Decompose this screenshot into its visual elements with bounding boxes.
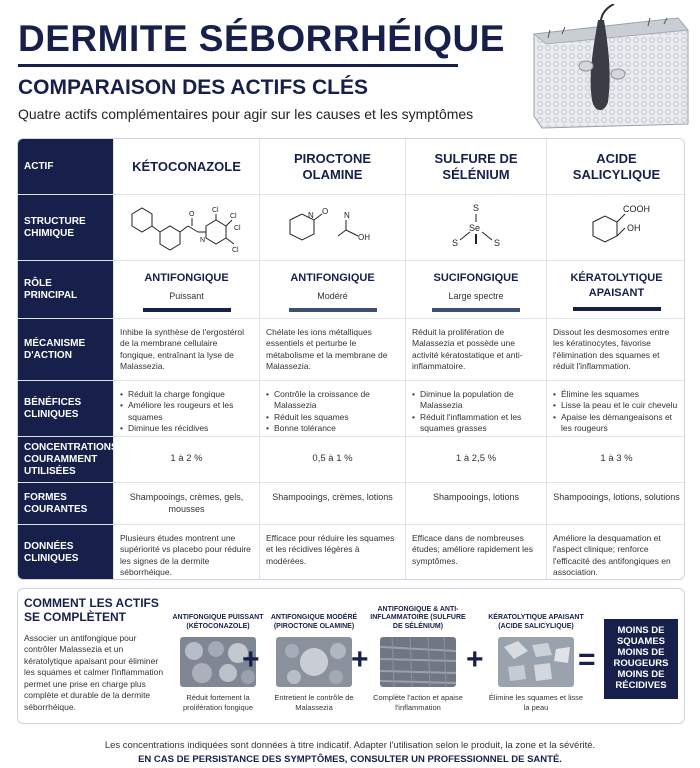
structure-ketoconazole: [113, 195, 259, 260]
footer-note: Les concentrations indiquées sont données à titre indicatif. Adapter l'utilisation selon le produit, la zone et la sévérité.: [104, 740, 596, 751]
role-bar: [573, 307, 661, 311]
table-row-structure: [18, 195, 685, 261]
combo-item-heading: ANTIFONGIQUE MODÉRÉ (PIROCTONE OLAMINE): [270, 614, 358, 630]
concentration-piroctone: 0,5 à 1 %: [259, 437, 405, 482]
benefits-salicylic: [546, 381, 685, 436]
role-main: ANTIFONGIQUE: [144, 272, 229, 284]
benefit-item: • Contrôle la croissance de Malassezia: [266, 389, 399, 412]
combo-item-salicylic: [486, 599, 586, 713]
active-name-selenium: SULFURE DE SÉLÉNIUM: [405, 139, 546, 194]
row-label-concentrations: CONCENTRATIONS COURAMMENT UTILISÉES: [18, 437, 113, 482]
salicylic-group-oh: OH: [626, 222, 640, 233]
ketoconazole-atom-cl1: Cl: [211, 206, 219, 214]
combo-item-caption: Réduit fortement la prolifération fongique: [182, 693, 254, 712]
combo-item-selenium: [368, 599, 468, 713]
benefit-item: • Apaise les démangeaisons et les rougeurs: [553, 412, 680, 435]
table-row-active: [18, 139, 685, 195]
role-bar: [432, 308, 520, 312]
benefits-piroctone: [259, 381, 405, 436]
benefit-item: • Diminue les récidives: [120, 423, 253, 434]
benefits-selenium: [405, 381, 546, 436]
combo-item-heading: ANTIFONGIQUE & ANTI-INFLAMMATOIRE (SULFURE DE SÉLÉNIUM): [370, 605, 466, 630]
forms-salicylic: Shampooings, lotions, solutions: [546, 483, 685, 524]
combo-item-heading: KÉRATOLYTIQUE APAISANT (ACIDE SALICYLIQUE): [488, 614, 584, 630]
piroctone-atom-n: N: [307, 210, 314, 220]
table-row-role: [18, 261, 685, 319]
ketoconazole-atom-o: O: [188, 210, 194, 218]
title-underline: [18, 64, 458, 67]
result-box: [604, 619, 678, 699]
combo-item-heading: ANTIFONGIQUE PUISSANT (KÉTOCONAZOLE): [172, 614, 264, 630]
combo-item-caption: Entretient le contrôle de Malassezia: [274, 693, 354, 712]
table-row-clinical: [18, 525, 685, 580]
clinical-salicylic: Améliore la desquamation et l'aspect clinique; renforce l'efficacité des antifongiques en association.: [546, 525, 685, 580]
concentration-ketoconazole: 1 à 2 %: [113, 437, 259, 482]
selenium-atom-se: Se: [469, 222, 481, 233]
mechanism-salicylic: Dissout les desmosomes entre les kératinocytes, favorise l'élimination des squames et réduit l'inflammation.: [546, 319, 685, 380]
piroctone-atom-o: O: [321, 206, 328, 216]
skin-hair-follicle-illustration: [528, 4, 690, 132]
scales-image: [498, 637, 574, 687]
row-label-structure: STRUCTURE CHIMIQUE: [18, 195, 113, 260]
role-main-2: APAISANT: [588, 286, 645, 299]
row-label-mechanism: MÉCANISME D'ACTION: [18, 319, 113, 380]
row-label-forms: FORMES COURANTES: [18, 483, 113, 524]
ketoconazole-molecule: [122, 200, 252, 256]
combination-panel: [17, 588, 685, 724]
selenium-atom-s1: S: [473, 202, 480, 213]
active-name-salicylic: ACIDE SALICYLIQUE: [546, 139, 685, 194]
benefit-item: • Réduit les squames: [266, 412, 399, 423]
table-row-concentrations: [18, 437, 685, 483]
benefit-item: • Lisse la peau et le cuir chevelu: [553, 400, 680, 411]
active-name-piroctone: PIROCTONE OLAMINE: [259, 139, 405, 194]
role-piroctone: [259, 261, 405, 318]
row-label-role: RÔLE PRINCIPAL: [18, 261, 113, 318]
active-name-ketoconazole: KÉTOCONAZOLE: [113, 139, 259, 194]
structure-piroctone: [259, 195, 405, 260]
role-bar: [143, 308, 231, 312]
forms-ketoconazole: Shampooings, crèmes, gels, mousses: [113, 483, 259, 524]
benefit-item: • Réduit la charge fongique: [120, 389, 253, 400]
piroctone-atom-n2: N: [343, 210, 350, 220]
benefit-item: • Bonne tolérance: [266, 423, 399, 434]
piroctone-atom-oh: OH: [357, 232, 370, 242]
table-row-forms: [18, 483, 685, 525]
ketoconazole-atom-cl4: Cl: [231, 246, 239, 254]
forms-selenium: Shampooings, lotions: [405, 483, 546, 524]
role-main: SUCIFONGIQUE: [433, 272, 519, 284]
skin-texture-image: [380, 637, 456, 687]
plus-sign: +: [466, 643, 484, 676]
benefit-item: • Améliore les rougeurs et les squames: [120, 400, 253, 423]
page-tagline: Quatre actifs complémentaires pour agir sur les causes et les symptômes: [18, 106, 474, 122]
ketoconazole-atom-cl3: Cl: [233, 224, 241, 232]
clinical-ketoconazole: Plusieurs études montrent une supériorité vs placebo pour réduire les signes de la dermite séborrhéique.: [113, 525, 259, 580]
result-line: MOINS DE ROUGEURS: [613, 647, 669, 669]
benefit-item: • Diminue la population de Malassezia: [412, 389, 540, 412]
salicylic-molecule: [567, 200, 667, 256]
combination-title: COMMENT LES ACTIFS SE COMPLÈTENT: [24, 596, 159, 624]
structure-salicylic: [546, 195, 685, 260]
clinical-selenium: Efficace dans de nombreuses études; améliore rapidement les symptômes.: [405, 525, 546, 580]
mechanism-selenium: Réduit la prolifération de Malassezia et possède une activité kératostatique et anti-inflammatoire.: [405, 319, 546, 380]
equals-sign: =: [578, 643, 596, 676]
row-label-benefits: BÉNÉFICES CLINIQUES: [18, 381, 113, 436]
salicylic-group-cooh: COOH: [622, 203, 650, 214]
result-line: MOINS DE RÉCIDIVES: [615, 668, 667, 691]
role-selenium: [405, 261, 546, 318]
combo-item-caption: Élimine les squames et lisse la peau: [488, 693, 584, 712]
table-row-benefits: [18, 381, 685, 437]
selenium-molecule: [426, 200, 526, 256]
role-sub: Puissant: [169, 290, 204, 301]
role-salicylic: [546, 261, 685, 318]
structure-selenium: [405, 195, 546, 260]
result-line: MOINS DE SQUAMES: [616, 625, 666, 648]
clinical-piroctone: Efficace pour réduire les squames et les récidives légères à modérées.: [259, 525, 405, 580]
row-label-active: ACTIF: [18, 139, 113, 194]
role-main: ANTIFONGIQUE: [290, 272, 375, 284]
ketoconazole-atom-cl2: Cl: [229, 212, 237, 220]
combination-text: Associer un antifongique pour contrôler Malassezia et un kératolytique apaisant pour éliminer les squames et calmer l'inflammation permet une prise en charge plus complète et durable de la dermite séborrhéique.: [24, 633, 164, 712]
concentration-selenium: 1 à 2,5 %: [405, 437, 546, 482]
mechanism-ketoconazole: Inhibe la synthèse de l'ergostérol de la membrane cellulaire fongique, entraînant la lyse de Malassezia.: [113, 319, 259, 380]
role-sub: Modéré: [317, 290, 348, 301]
forms-piroctone: Shampooings, crèmes, lotions: [259, 483, 405, 524]
mechanism-piroctone: Chélate les ions métalliques essentiels et perturbe le métabolisme et la membrane de Malassezia.: [259, 319, 405, 380]
footer-warning: EN CAS DE PERSISTANCE DES SYMPTÔMES, CONSULTER UN PROFESSIONNEL DE SANTÉ.: [138, 754, 562, 765]
combo-item-piroctone: [264, 599, 364, 713]
fungal-cells-image: [276, 637, 352, 687]
plus-sign: +: [351, 643, 369, 676]
comparison-table: [17, 138, 685, 580]
piroctone-molecule: [278, 200, 388, 256]
row-label-clinical: DONNÉES CLINIQUES: [18, 525, 113, 580]
ketoconazole-atom-n: N: [199, 236, 205, 244]
benefits-ketoconazole: [113, 381, 259, 436]
table-row-mechanism: [18, 319, 685, 381]
page-subtitle: COMPARAISON DES ACTIFS CLÉS: [18, 76, 369, 99]
role-sub: Large spectre: [448, 290, 504, 301]
role-bar: [289, 308, 377, 312]
concentration-salicylic: 1 à 3 %: [546, 437, 685, 482]
benefit-item: • Réduit l'inflammation et les squames grasses: [412, 412, 540, 435]
role-main: KÉRATOLYTIQUE: [570, 272, 663, 284]
page-title: DERMITE SÉBORRHÉIQUE: [18, 18, 505, 59]
role-ketoconazole: [113, 261, 259, 318]
plus-sign: +: [242, 643, 260, 676]
selenium-atom-s2: S: [452, 237, 459, 248]
combo-item-caption: Complète l'action et apaise l'inflammation: [373, 693, 463, 712]
selenium-atom-s3: S: [494, 237, 501, 248]
benefit-item: • Élimine les squames: [553, 389, 680, 400]
